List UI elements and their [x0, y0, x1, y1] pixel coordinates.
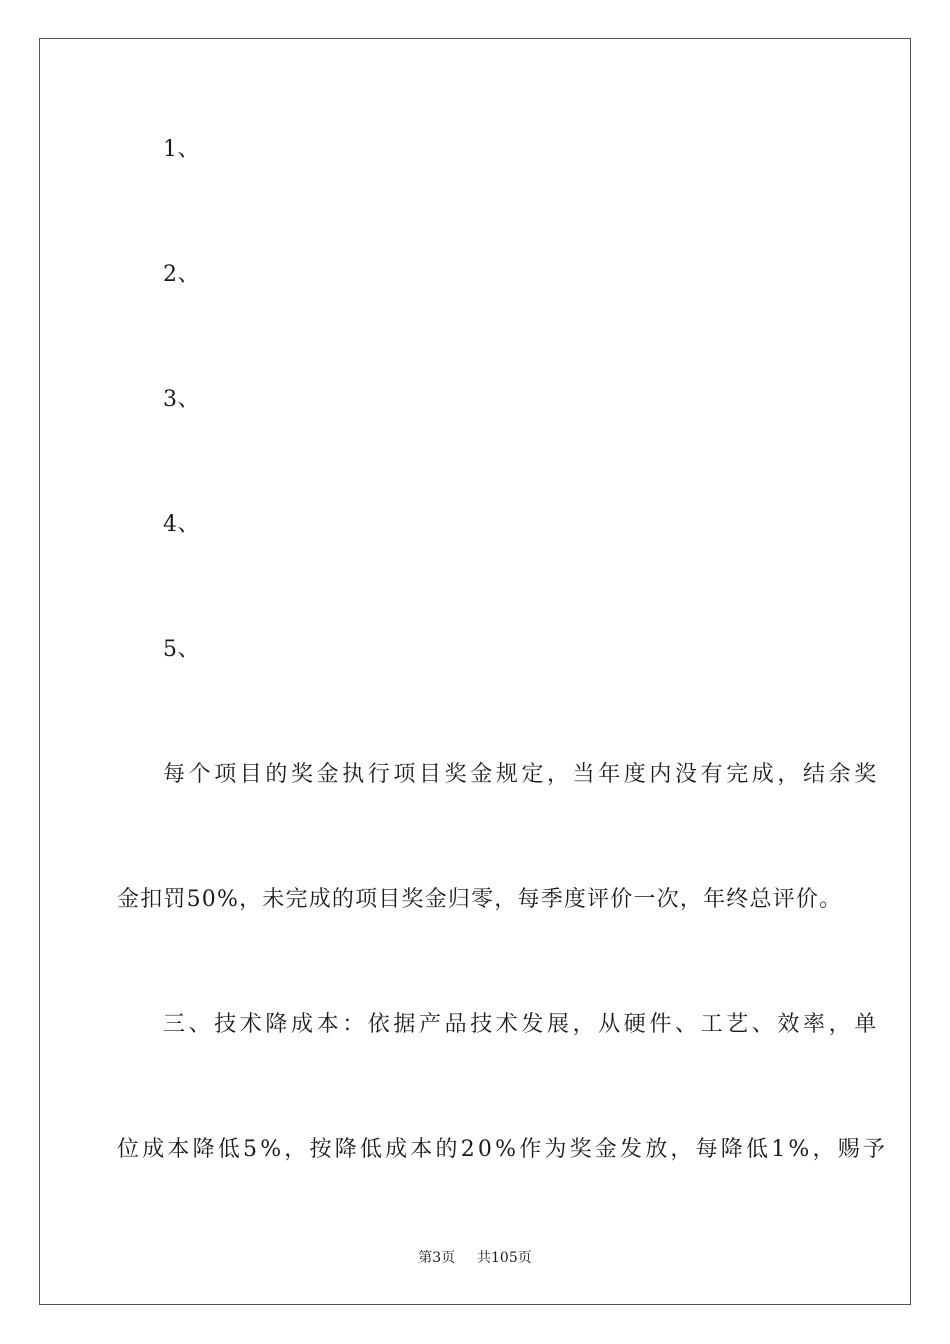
paragraph-1-line-1: 每个项目的奖金执行项目奖金规定，当年度内没有完成，结余奖 — [163, 762, 880, 787]
page-footer — [0, 1249, 950, 1267]
total-page-count: 共105页 — [477, 1250, 532, 1266]
paragraph-1-line-2: 金扣罚50%，未完成的项目奖金归零，每季度评价一次，年终总评价。 — [117, 887, 843, 912]
list-item-5: 5、 — [163, 637, 200, 662]
paragraph-2-line-2: 位成本降低5%，按降低成本的20%作为奖金发放，每降低1%，赐予 — [117, 1137, 889, 1162]
paragraph-2-line-1: 三、技术降成本：依据产品技术发展，从硬件、工艺、效率，单 — [163, 1012, 880, 1037]
page-border — [39, 38, 911, 1305]
list-item-1: 1、 — [163, 137, 200, 162]
list-item-2: 2、 — [163, 262, 200, 287]
list-item-3: 3、 — [163, 387, 200, 412]
list-item-4: 4、 — [163, 512, 200, 537]
current-page-number: 第3页 — [418, 1250, 456, 1266]
